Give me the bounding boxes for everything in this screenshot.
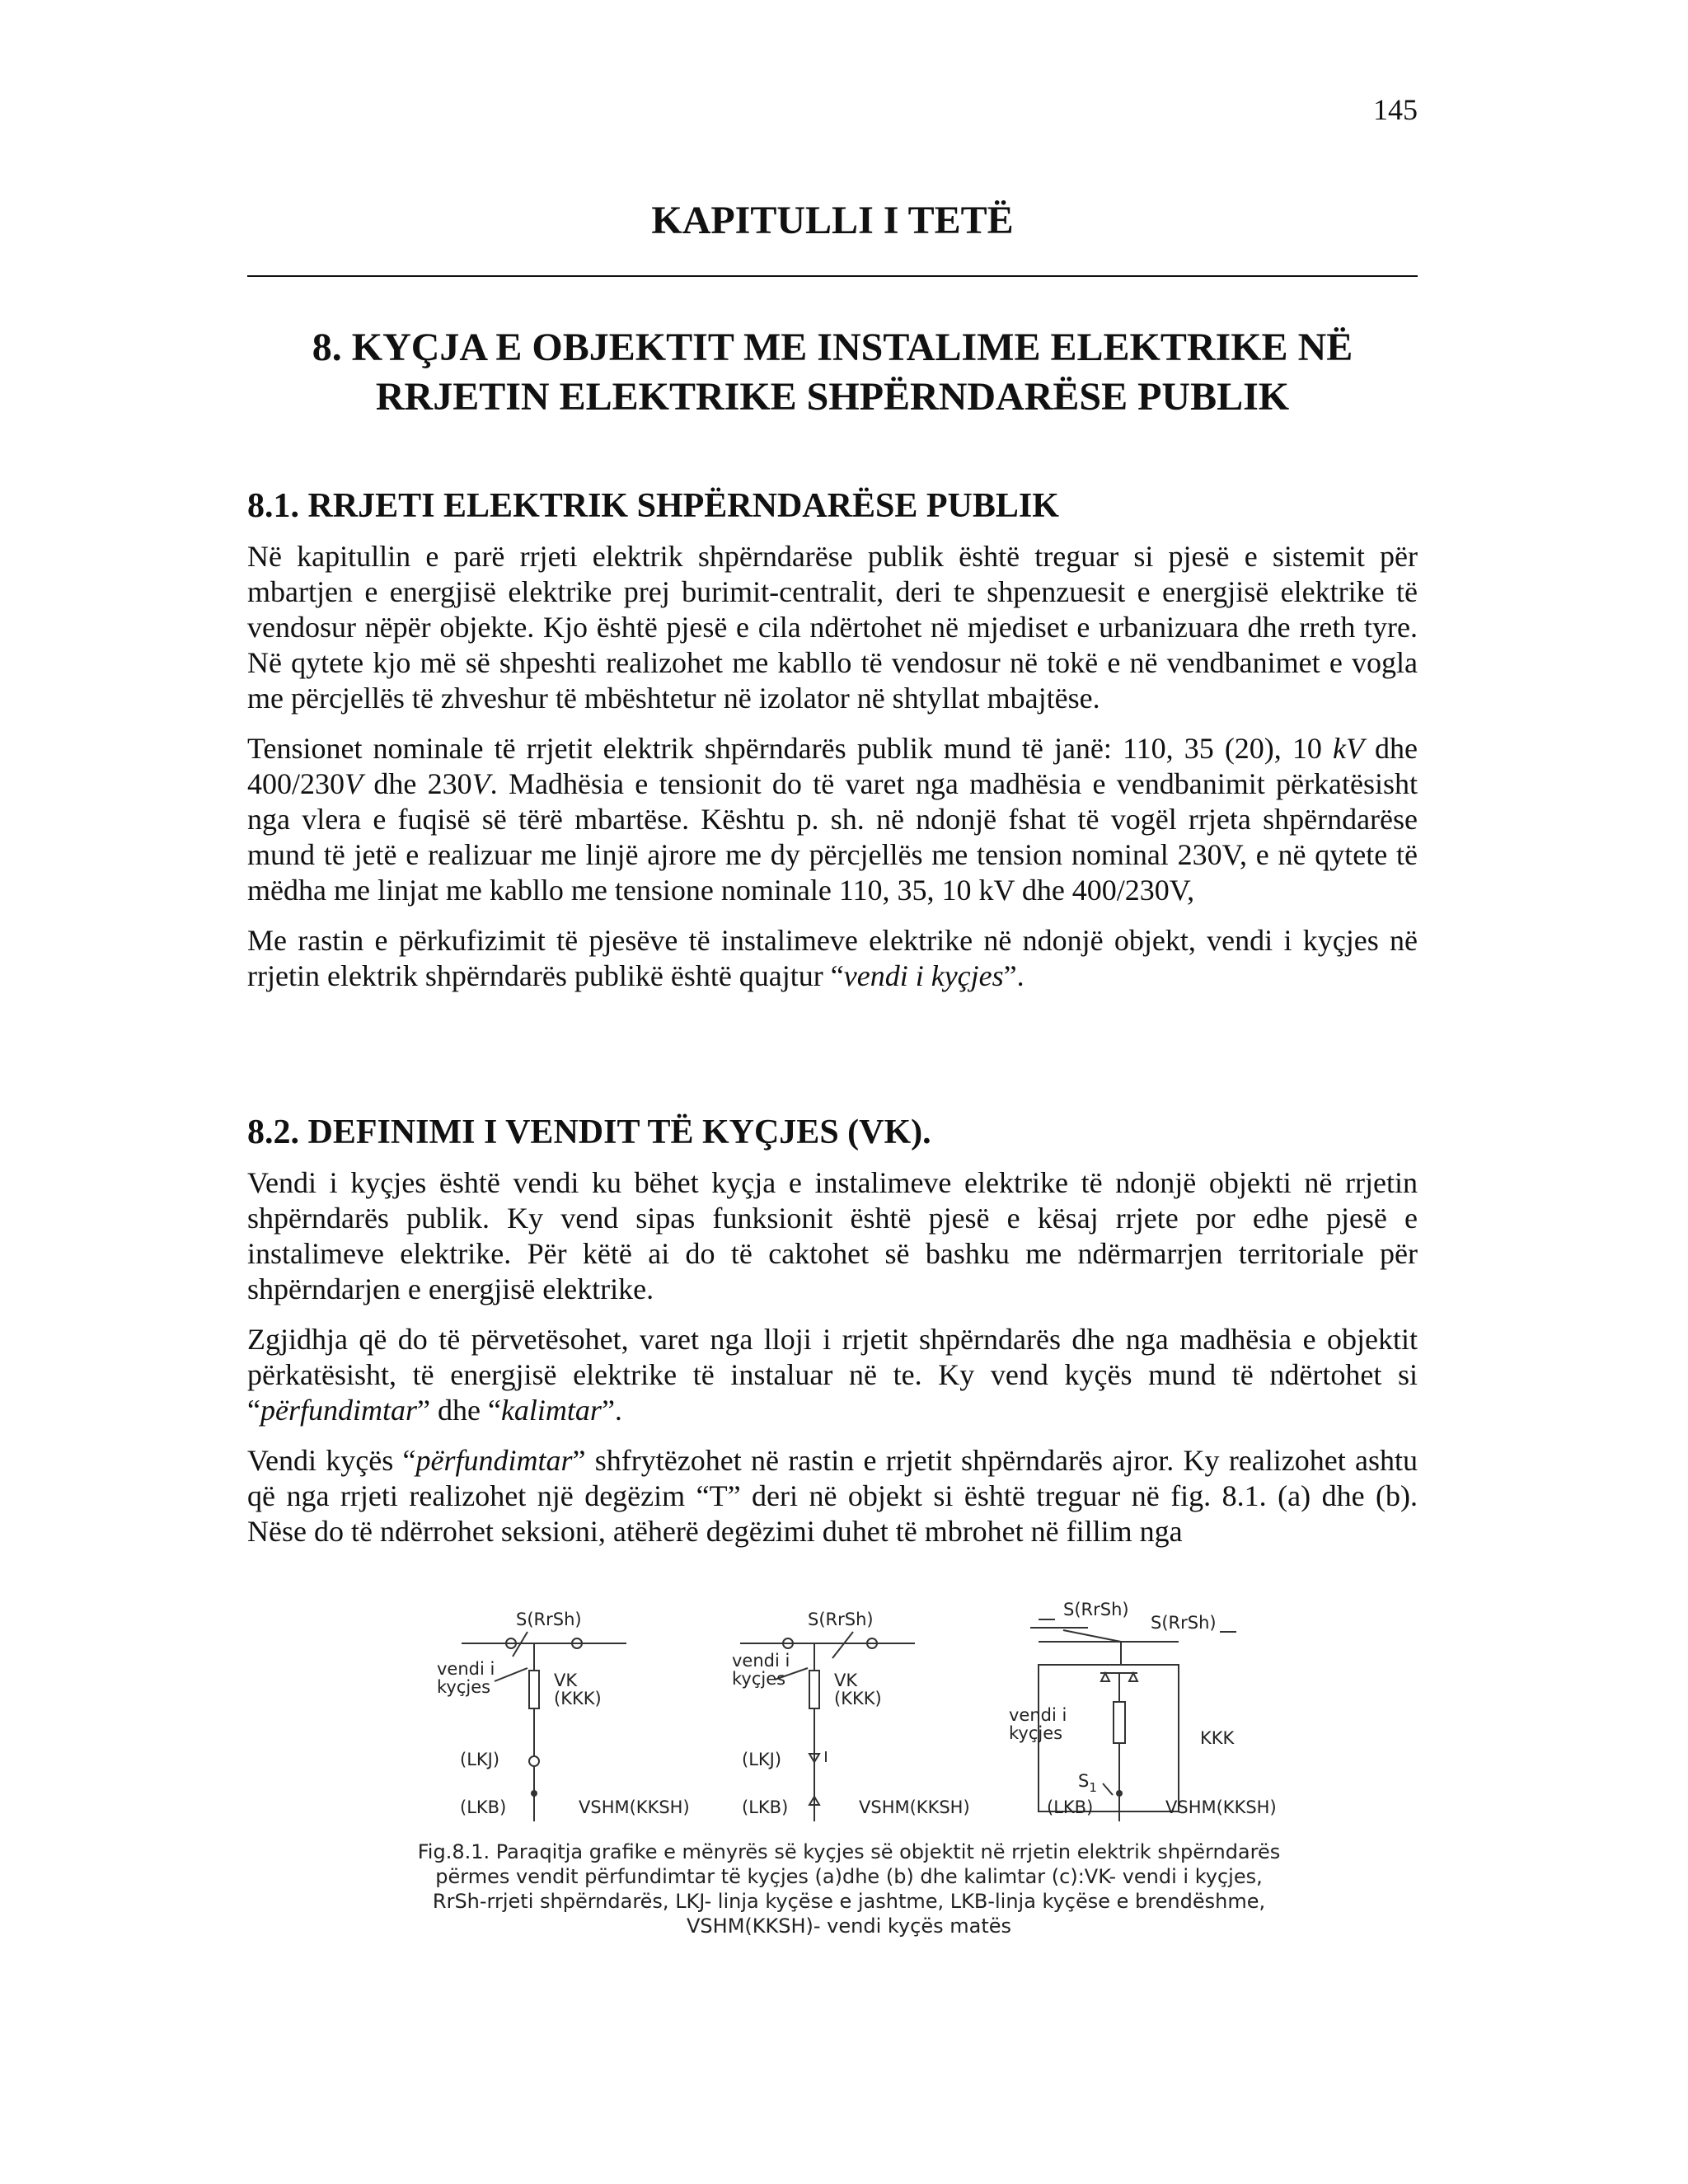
paragraph: Vendi i kyçjes është vendi ku bëhet kyçja e instalimeve elektrike të ndonjë objekti në rrjetin shpërndarës publik. Ky vend sipas funksionit është pjesë e kësaj rrjete por edhe pjesë e instalimeve elektrike. Për këtë ai do të caktohet së bashku me ndërmarrjen territoriale për shpërndarjen e energjisë elektrike. [247, 1166, 1418, 1305]
vk-label: kyçjes [732, 1669, 786, 1689]
section-8-1 [247, 485, 1418, 1009]
section-heading: 8.2. DEFINIMI I VENDIT TË KYÇJES (VK). [247, 1113, 931, 1151]
fuse-icon [529, 1671, 539, 1708]
junction-dot [1116, 1790, 1123, 1797]
connection-diagram [404, 1582, 1311, 1838]
caption-line: përmes vendit përfundimtar të kyçjes (a)dhe (b) dhe kalimtar (c):VK- vendi i kyçjes, [435, 1865, 1263, 1888]
text-run: Tensionet nominale të rrjetit elektrik shpërndarës publik mund të janë: 110, 35 (20), 10 [247, 732, 1333, 765]
text-run: ” dhe “ [417, 1394, 501, 1427]
paragraph [247, 1322, 1418, 1428]
main-title [247, 323, 1418, 422]
leader-line [1103, 1783, 1113, 1795]
text-run: ” shfrytëzohet në rastin e rrjetit shpërndarës ajror. Ky realizohet ashtu që nga rrjeti realizohet një degëzim “T” deri në objekt si është treguar në fig. 8.1. (a) dhe (b). Nëse do të ndërrohet seksioni, atëherë degëzimi duhet të mbrohet në fillim nga [247, 1444, 1418, 1548]
vk-label: VK [834, 1671, 858, 1690]
caption-line: Fig.8.1. Paraqitja grafike e mënyrës së kyçjes së objektit në rrjetin elektrik shpërndarës [417, 1840, 1281, 1863]
junction-dot [531, 1790, 537, 1797]
paragraph: Në kapitullin e parë rrjeti elektrik shpërndarëse publik është treguar si pjesë e sistemit për mbartjen e energjisë elektrike prej burimit-centralit, deri te shpenzuesit e energjisë elektrike të vendosur nëpër objekte. Kjo është pjesë e cila ndërtohet në mjediset e urbanizuara dhe rreth tyre. Në qytete kjo më së shpeshti realizohet me kabllo të vendosur në tokë e në vendbanimet e vogla me përcjellës të zhveshur të mbështetur në izolator në shtyllat mbajtëse. [247, 540, 1418, 715]
paragraph [247, 1443, 1418, 1549]
figure-8-1 [404, 1582, 1311, 2011]
fuse-icon [809, 1671, 819, 1708]
insulator-icon [529, 1756, 539, 1766]
vk-label: kyçjes [437, 1677, 491, 1697]
paragraph [247, 923, 1418, 994]
leader-line [832, 1632, 853, 1658]
unit-kv: kV [1332, 732, 1364, 765]
vk-label: vendi i [1009, 1705, 1067, 1725]
text-run: dhe 230 [363, 767, 472, 800]
unit-v: V [471, 767, 490, 800]
network-label: S(RrSh) [1063, 1600, 1129, 1619]
unit-v: V [345, 767, 363, 800]
emphasis: përfundimtar [260, 1394, 417, 1427]
lkj-label: (LKJ) [460, 1750, 500, 1769]
vshm-label: VSHM(KKSH) [579, 1797, 690, 1817]
text-run: ”. [1003, 959, 1025, 992]
network-label: S(RrSh) [516, 1610, 582, 1629]
lkb-label: (LKB) [460, 1797, 507, 1817]
page-number: 145 [1373, 93, 1418, 126]
vk-label: kyçjes [1009, 1723, 1063, 1743]
lkb-label: (LKB) [742, 1797, 789, 1817]
section-8-2 [247, 1111, 1418, 1564]
lkb-label: (LKB) [1047, 1797, 1094, 1817]
section-heading: 8.1. RRJETI ELEKTRIK SHPËRNDARËSE PUBLIK [247, 487, 1059, 525]
text-run: Vendi kyçës “ [247, 1444, 416, 1477]
emphasis: vendi i kyçjes [843, 959, 1004, 992]
text-run: Me rastin e përkufizimit të pjesëve të instalimeve elektrike në ndonjë objekt, vendi i kyçjes në rrjetin elektrik shpërndarës publikë është quajtur “ [247, 924, 1418, 992]
kkk-label: KKK [1200, 1728, 1235, 1748]
kkk-label: (KKK) [834, 1689, 882, 1708]
kkk-label: (KKK) [554, 1689, 602, 1708]
fuse-icon [1114, 1702, 1125, 1743]
caption-line: RrSh-rrjeti shpërndarës, LKJ- linja kyçëse e jashtme, LKB-linja kyçëse e brendëshme, [432, 1890, 1266, 1913]
vk-label: vendi i [437, 1659, 495, 1679]
network-label: S(RrSh) [808, 1610, 874, 1629]
text-run: ”. [601, 1394, 622, 1427]
lkj-label: (LKJ) [742, 1750, 782, 1769]
network-label: S(RrSh) [1151, 1613, 1217, 1633]
vshm-label: VSHM(KKSH) [859, 1797, 970, 1817]
emphasis: përfundimtar [415, 1444, 573, 1477]
main-title-line-2: RRJETIN ELEKTRIKE SHPËRNDARËSE PUBLIK [375, 375, 1290, 419]
vk-label: VK [554, 1671, 578, 1690]
paragraph [247, 731, 1418, 908]
main-title-line-1: 8. KYÇJA E OBJEKTIT ME INSTALIME ELEKTRIKE NË [312, 326, 1353, 369]
figure-caption [363, 1840, 1335, 1938]
leader-line [495, 1668, 528, 1681]
caption-line: VSHM(KKSH)- vendi kyçës matës [687, 1915, 1011, 1938]
chapter-title: KAPITULLI I TETË [651, 199, 1014, 242]
text-run: Zgjidhja që do të përvetësohet, varet nga lloji i rrjetit shpërndarës dhe nga madhësia e objektit përkatësisht, të energjisë elektrike të instaluar në te. Ky vend kyçës mund të ndërtohet si “ [247, 1323, 1418, 1427]
vshm-label: VSHM(KKSH) [1165, 1797, 1277, 1817]
switch-label: $S_1$ [1078, 1771, 1097, 1795]
chapter-divider [247, 275, 1418, 277]
text-run: dhe 400/230 [247, 732, 1418, 800]
vk-label: vendi i [732, 1651, 790, 1671]
leader-line [1063, 1630, 1121, 1642]
switch-icon [1129, 1673, 1137, 1681]
switch-icon [1101, 1673, 1109, 1681]
emphasis: kalimtar [500, 1394, 602, 1427]
text-run: . Madhësia e tensionit do të varet nga madhësia e vendbanimit përkatësisht nga vlera e fuqisë së tërë mbartëse. Kështu p. sh. në ndonjë fshat të vogël rrjeta shpërndarëse mund të jetë e realizuar me linjë ajrore me dy përcjellës me tension nominal 230V, e në qytete të mëdha me linjat me kabllo me tensione nominale 110, 35, 10 kV dhe 400/230V, [247, 767, 1418, 907]
